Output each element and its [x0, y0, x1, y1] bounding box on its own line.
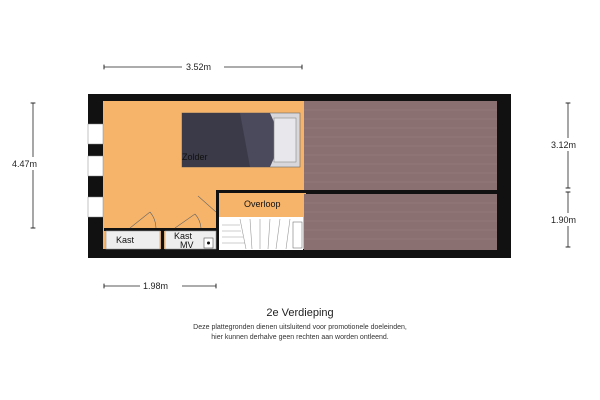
disclaimer-line-1: Deze plattegronden dienen uitsluitend voor promotionele doeleinden,: [193, 324, 407, 331]
dimension-right-upper: 3.12m: [551, 140, 577, 150]
sloped-roof-upper: [304, 101, 497, 190]
room-label-overloop: Overloop: [244, 199, 281, 209]
dimension-top: 3.52m: [186, 62, 212, 72]
dimension-left: 4.47m: [12, 159, 38, 169]
room-label-zolder: Zolder: [182, 152, 208, 162]
disclaimer: [0, 323, 600, 343]
room-label-kast-right: Kast: [174, 231, 193, 241]
dimension-right-lower: 1.90m: [551, 215, 577, 225]
windows-left: [88, 124, 103, 217]
floor-title: 2e Verdieping: [266, 307, 334, 319]
disclaimer-line-2: hier kunnen derhalve geen rechten aan worden ontleend.: [211, 334, 389, 341]
ventilation-dot: [207, 242, 210, 245]
dimension-bottom: 1.98m: [143, 281, 169, 291]
sloped-roof-lower: [304, 194, 497, 250]
room-label-kast-left: Kast: [116, 235, 135, 245]
staircase: [219, 217, 303, 250]
room-label-mv: MV: [180, 240, 194, 250]
